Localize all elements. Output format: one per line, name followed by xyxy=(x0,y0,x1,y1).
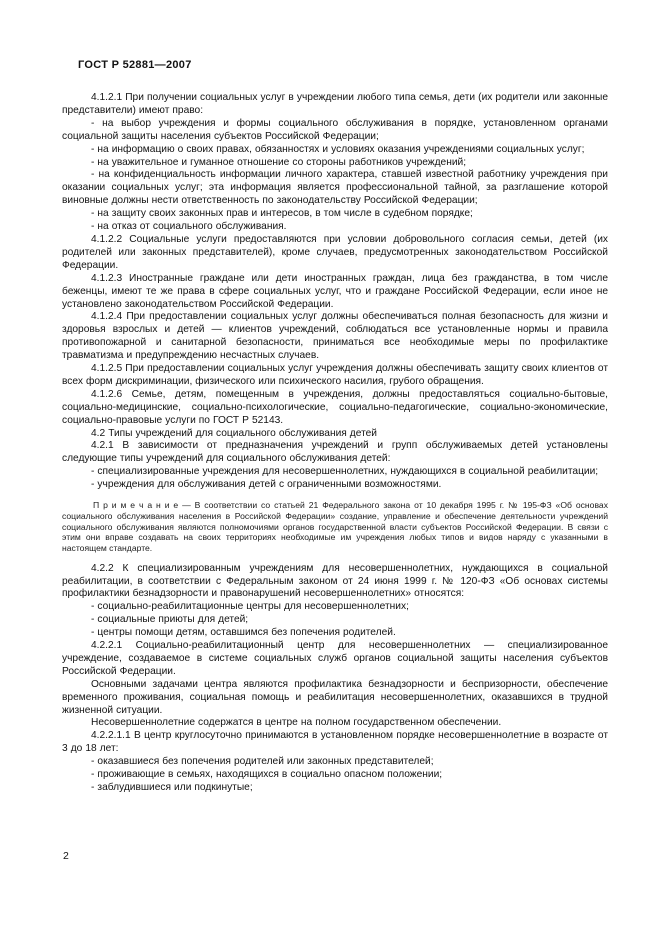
note-paragraph: П р и м е ч а н и е — В соответствии со статьей 21 Федерального закона от 10 декабря 1995 г. № 195-ФЗ «Об основах социального обслуживания населения в Российской Федерации» создание, управление и обеспечение деятельности учреждений социального обслуживания являются полномочиями органов государственной власти субъектов Российской Федерации. В связи с этим они вправе создавать на своих территориях необходимые им учреждения любых типов и видов наряду с указанными в настоящем стандарте. xyxy=(62,500,608,553)
paragraph: 4.1.2.5 При предоставлении социальных услуг учреждения должны обеспечивать защиту своих клиентов от всех форм дискриминации, физического или психического насилия, грубого обращения. xyxy=(62,363,608,387)
paragraph: Основными задачами центра являются профилактика безнадзорности и беспризорности, обеспечение временного проживания, социальная помощь и реабилитация несовершеннолетних, оказавшихся в трудной жизненной ситуации. xyxy=(62,678,608,716)
paragraph: 4.1.2.6 Семье, детям, помещенным в учреждения, должны предоставляться социально-бытовые, социально-медицинские, социально-психологические, социально-педагогические, социально-экономические, социально-правовые услуги по ГОСТ Р 52143. xyxy=(62,388,608,426)
paragraph: - социальные приюты для детей; xyxy=(91,614,249,626)
paragraph: - специализированные учреждения для несовершеннолетних, нуждающихся в социальной реабилитации; xyxy=(91,466,599,478)
paragraph: - на информацию о своих правах, обязанностях и условиях оказания учреждениями социальных услуг; xyxy=(91,143,585,155)
paragraph: - социально-реабилитационные центры для несовершеннолетних; xyxy=(91,601,409,613)
paragraph: 4.1.2.1 При получении социальных услуг в учреждении любого типа семья, дети (их родители или законные представители) имеют право: xyxy=(62,92,608,116)
paragraph: - на уважительное и гуманное отношение со стороны работников учреждений; xyxy=(91,156,467,168)
paragraph: - проживающие в семьях, находящихся в социально опасном положении; xyxy=(91,769,443,781)
paragraph: - на выбор учреждения и формы социального обслуживания в порядке, установленном органами социальной защиты населения субъектов Российской Федерации; xyxy=(62,117,608,142)
paragraph: 4.2.1 В зависимости от предназначения учреждений и групп обслуживаемых детей установлены следующие типы учреждений для социального обслуживания детей: xyxy=(62,440,608,465)
paragraph: 4.2.2.1.1 В центр круглосуточно принимаются в установленном порядке несовершеннолетние в возрасте от 3 до 18 лет: xyxy=(62,730,608,755)
paragraph: 4.2 Типы учреждений для социального обслуживания детей xyxy=(91,427,377,439)
paragraph: - на отказ от социального обслуживания. xyxy=(91,221,287,233)
paragraph: - на конфиденциальность информации личного характера, ставшей известной работнику учреждения при оказании социальных услуг; эта информация является профессиональной тайной, за разглашение которой виновные должны нести ответственность по законодательству Российской Федерации; xyxy=(62,169,608,207)
paragraph: 4.1.2.2 Социальные услуги предоставляются при условии добровольного согласия семьи, детей (их родителей или законных представителей), кроме случаев, предусмотренных законодательством Российской Федерации. xyxy=(62,233,608,271)
paragraph: - учреждения для обслуживания детей с ограниченными возможностями. xyxy=(91,479,442,491)
document-body xyxy=(62,92,608,795)
paragraph: - заблудившиеся или подкинутые; xyxy=(91,782,253,794)
running-header: ГОСТ Р 52881—2007 xyxy=(78,59,192,71)
paragraph: 4.2.2 К специализированным учреждениям для несовершеннолетних, нуждающихся в социальной реабилитации, в соответствии с Федеральным законом от 24 июня 1999 г. № 120-ФЗ «Об основах системы профилактики безнадзорности и правонарушений несовершеннолетних» относятся: xyxy=(62,562,608,600)
paragraph: - оказавшиеся без попечения родителей или законных представителей; xyxy=(91,756,434,768)
paragraph: - центры помощи детям, оставшимся без попечения родителей. xyxy=(91,627,396,639)
paragraph: 4.1.2.3 Иностранные граждане или дети иностранных граждан, лица без гражданства, в том числе беженцы, имеют те же права в сфере социальных услуг, что и граждане Российской Федерации, если иное не установлено законодательством Российской Федерации. xyxy=(62,272,608,310)
paragraph: 4.1.2.4 При предоставлении социальных услуг должны обеспечиваться полная безопасность для жизни и здоровья взрослых и детей — клиентов учреждений, соблюдаться все установленные нормы и правила противопожарной и санитарной безопасности, приниматься все необходимые меры по профилактике травматизма и предупреждению несчастных случаев. xyxy=(62,311,608,362)
page-number: 2 xyxy=(63,850,69,862)
paragraph: Несовершеннолетние содержатся в центре на полном государственном обеспечении. xyxy=(91,717,502,729)
paragraph: - на защиту своих законных прав и интересов, в том числе в судебном порядке; xyxy=(91,208,473,220)
paragraph: 4.2.2.1 Социально-реабилитационный центр для несовершеннолетних — специализированное учреждение, создаваемое в системе социальных служб органов социальной защиты населения субъектов Российской Федерации. xyxy=(62,640,608,677)
